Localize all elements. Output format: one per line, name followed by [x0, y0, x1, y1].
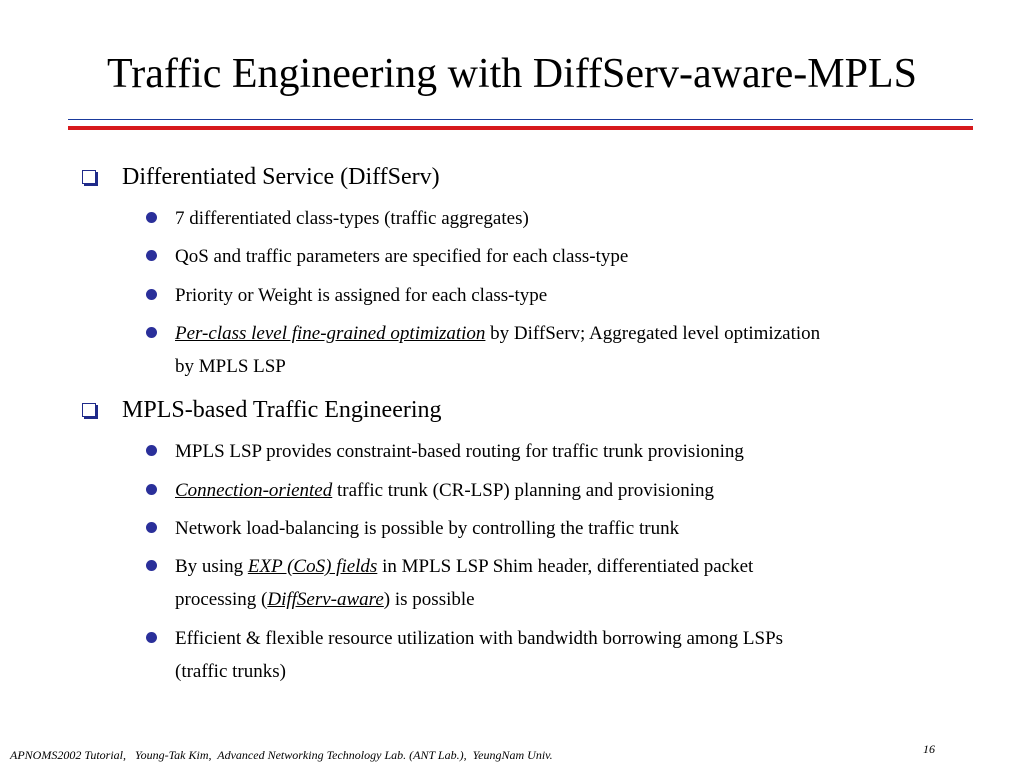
bullet-text-pre: By using	[175, 556, 248, 577]
bullet-text	[175, 622, 975, 688]
bullet-text: QoS and traffic parameters are specified for each class-type	[175, 246, 629, 267]
emphasis-text: Per-class level fine-grained optimization	[175, 323, 486, 344]
section-heading-text: Differentiated Service (DiffServ)	[122, 164, 440, 190]
round-bullet-icon	[146, 632, 157, 643]
bullet-text-rest: by DiffServ; Aggregated level optimization	[485, 323, 821, 344]
emphasis-text: DiffServ-aware	[267, 589, 384, 610]
bullet-text	[175, 474, 975, 507]
bullet-text-line2: (traffic trunks)	[175, 661, 286, 682]
round-bullet-icon	[146, 484, 157, 495]
bullet-text: Network load-balancing is possible by controlling the traffic trunk	[175, 518, 680, 539]
round-bullet-icon	[146, 560, 157, 571]
bullet-text	[175, 317, 975, 383]
bullet-text-line1: Efficient & flexible resource utilization with bandwidth borrowing among LSPs	[175, 628, 784, 649]
checkbox-icon	[82, 403, 96, 417]
bullet-text: Priority or Weight is assigned for each class-type	[175, 285, 548, 306]
round-bullet-icon	[146, 250, 157, 261]
slide-title: Traffic Engineering with DiffServ-aware-MPLS	[107, 51, 917, 97]
round-bullet-icon	[146, 289, 157, 300]
round-bullet-icon	[146, 212, 157, 223]
bullet-text-line2-post: ) is possible	[383, 589, 475, 610]
bullet-text: MPLS LSP provides constraint-based routing for traffic trunk provisioning	[175, 441, 744, 462]
bullet-text	[175, 550, 975, 616]
bullet-text-line2-pre: processing (	[175, 589, 268, 610]
page-number: 16	[923, 742, 935, 756]
bullet-text-line2: by MPLS LSP	[175, 356, 286, 377]
round-bullet-icon	[146, 522, 157, 533]
round-bullet-icon	[146, 445, 157, 456]
emphasis-text: Connection-oriented	[175, 480, 333, 501]
section-heading-text: MPLS-based Traffic Engineering	[122, 397, 442, 423]
bullet-text: 7 differentiated class-types (traffic aggregates)	[175, 208, 529, 229]
round-bullet-icon	[146, 327, 157, 338]
emphasis-text: EXP (CoS) fields	[247, 556, 378, 577]
bullet-text-rest: in MPLS LSP Shim header, differentiated packet	[377, 556, 754, 577]
footer-credit: APNOMS2002 Tutorial, Young-Tak Kim, Advanced Networking Technology Lab. (ANT Lab.), YeungNam Univ.	[10, 748, 553, 762]
checkbox-icon	[82, 170, 96, 184]
bullet-text-rest: traffic trunk (CR-LSP) planning and provisioning	[332, 480, 714, 501]
